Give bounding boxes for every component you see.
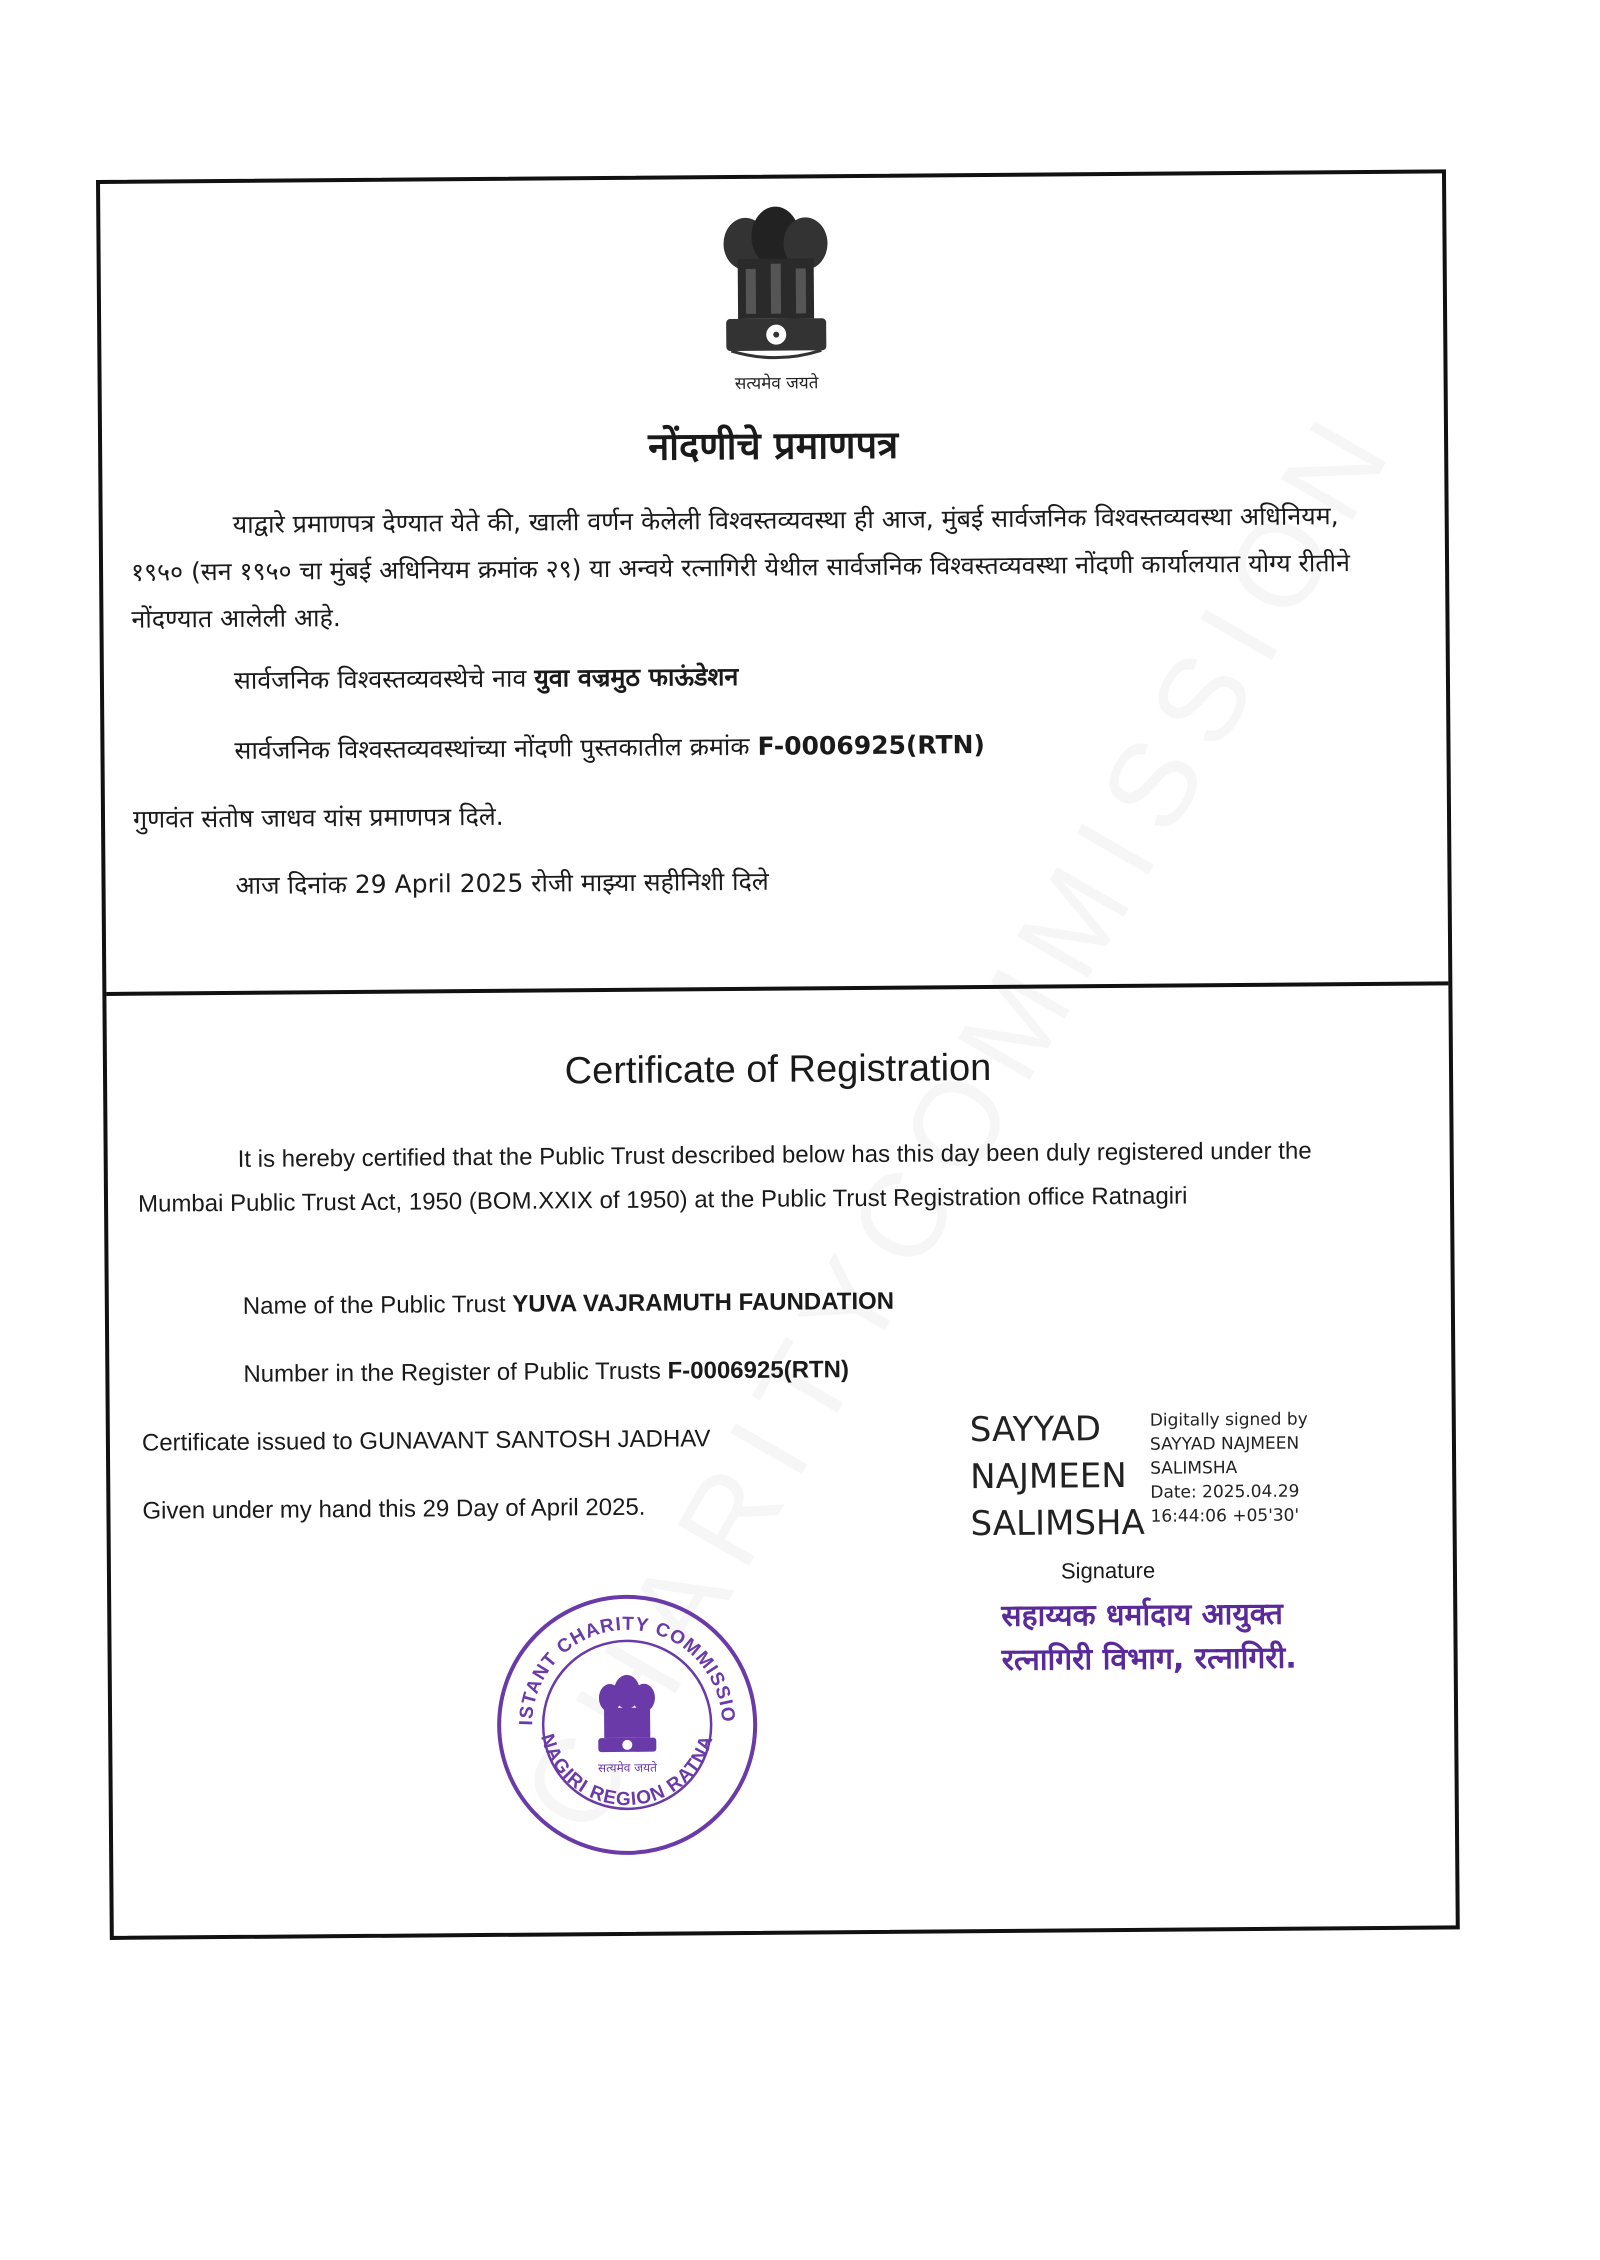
marathi-name-value: युवा वज्रमुठ फाऊंडेशन	[534, 661, 739, 693]
english-trust-name-line	[243, 1288, 894, 1321]
marathi-date-line: आज दिनांक 29 April 2025 रोजी माझ्या सहीनिशी दिले	[235, 866, 769, 900]
english-title: Certificate of Registration	[564, 1046, 992, 1093]
signer-line: SALIMSHA	[970, 1502, 1145, 1545]
english-given-line: Given under my hand this 29 Day of April 2025.	[142, 1493, 646, 1525]
marathi-trust-number-line	[234, 727, 985, 767]
signer-line: NAJMEEN	[970, 1455, 1127, 1498]
section-divider	[106, 981, 1448, 996]
emblem-motto: सत्यमेव जयते	[734, 373, 819, 394]
seal-motto: सत्यमेव जयते	[597, 1760, 658, 1776]
english-name-value: YUVA VAJRAMUTH FAUNDATION	[512, 1287, 895, 1318]
english-name-label: Name of the Public Trust	[242, 1290, 506, 1320]
digital-line: 16:44:06 +05'30'	[1150, 1505, 1300, 1527]
english-number-label: Number in the Register of Public Trusts	[243, 1357, 661, 1388]
certificate-frame	[96, 169, 1460, 1940]
english-number-value: F-0006925(RTN)	[667, 1356, 850, 1385]
signature-label: Signature	[1060, 1557, 1156, 1584]
digital-line: SAYYAD NAJMEEN	[1149, 1433, 1300, 1455]
seal-bottom-text: RATNAGIRI REGION RATNAGIRI	[536, 1731, 718, 1811]
seal-ring-icon	[491, 1589, 763, 1861]
designation-stamp	[1001, 1593, 1297, 1683]
marathi-issued-to: गुणवंत संतोष जाधव यांस प्रमाणपत्र दिले.	[132, 801, 504, 834]
signer-name	[970, 1406, 1145, 1548]
digital-line: Date: 2025.04.29	[1150, 1481, 1300, 1503]
stamp-line-1: सहाय्यक धर्मादाय आयुक्त	[1001, 1596, 1284, 1634]
seal-top-text: ASSISTANT CHARITY COMMISSIONER	[516, 1613, 739, 1726]
marathi-name-label: सार्वजनिक विश्वस्तव्यवस्थेचे नाव	[233, 663, 527, 695]
marathi-paragraph: याद्वारे प्रमाणपत्र देण्यात येते की, खाली वर्णन केलेली विश्वस्तव्यवस्था ही आज, मुंबई सार्वजनिक विश्वस्तव्यवस्था अधिनियम, १९५० (सन १९५० चा मुंबई अधिनियम क्रमांक २९) या अन्वये रत्नागिरी येथील सार्वजनिक विश्वस्तव्यवस्था नोंदणी कार्यालयात योग्य रीतीने नोंदण्यात आलेली आहे.	[130, 501, 1351, 634]
digital-signature-details	[1150, 1408, 1309, 1529]
marathi-number-value: F-0006925(RTN)	[757, 730, 986, 761]
marathi-title: नोंदणीचे प्रमाणपत्र	[647, 422, 899, 469]
digital-line: Digitally signed by	[1149, 1409, 1308, 1431]
english-paragraph: It is hereby certified that the Public Trust described below has this day been duly registered under the Mumbai Public Trust Act, 1950 (BOM.XXIX of 1950) at the Public Trust Registration office Ratnagiri	[137, 1137, 1312, 1218]
official-seal	[491, 1589, 763, 1861]
english-trust-number-line	[243, 1356, 849, 1389]
lion-capital-icon	[715, 198, 836, 369]
signer-line: SAYYAD	[969, 1409, 1102, 1451]
stamp-line-2: रत्नागिरी विभाग, रत्नागिरी.	[1001, 1640, 1297, 1678]
english-issued-to: Certificate issued to GUNAVANT SANTOSH JADHAV	[141, 1425, 711, 1457]
digital-line: SALIMSHA	[1150, 1458, 1238, 1479]
marathi-number-label: सार्वजनिक विश्वस्तव्यवस्थांच्या नोंदणी पुस्तकातील क्रमांक	[234, 731, 750, 765]
marathi-trust-name-line	[234, 659, 739, 697]
national-emblem	[700, 198, 852, 399]
